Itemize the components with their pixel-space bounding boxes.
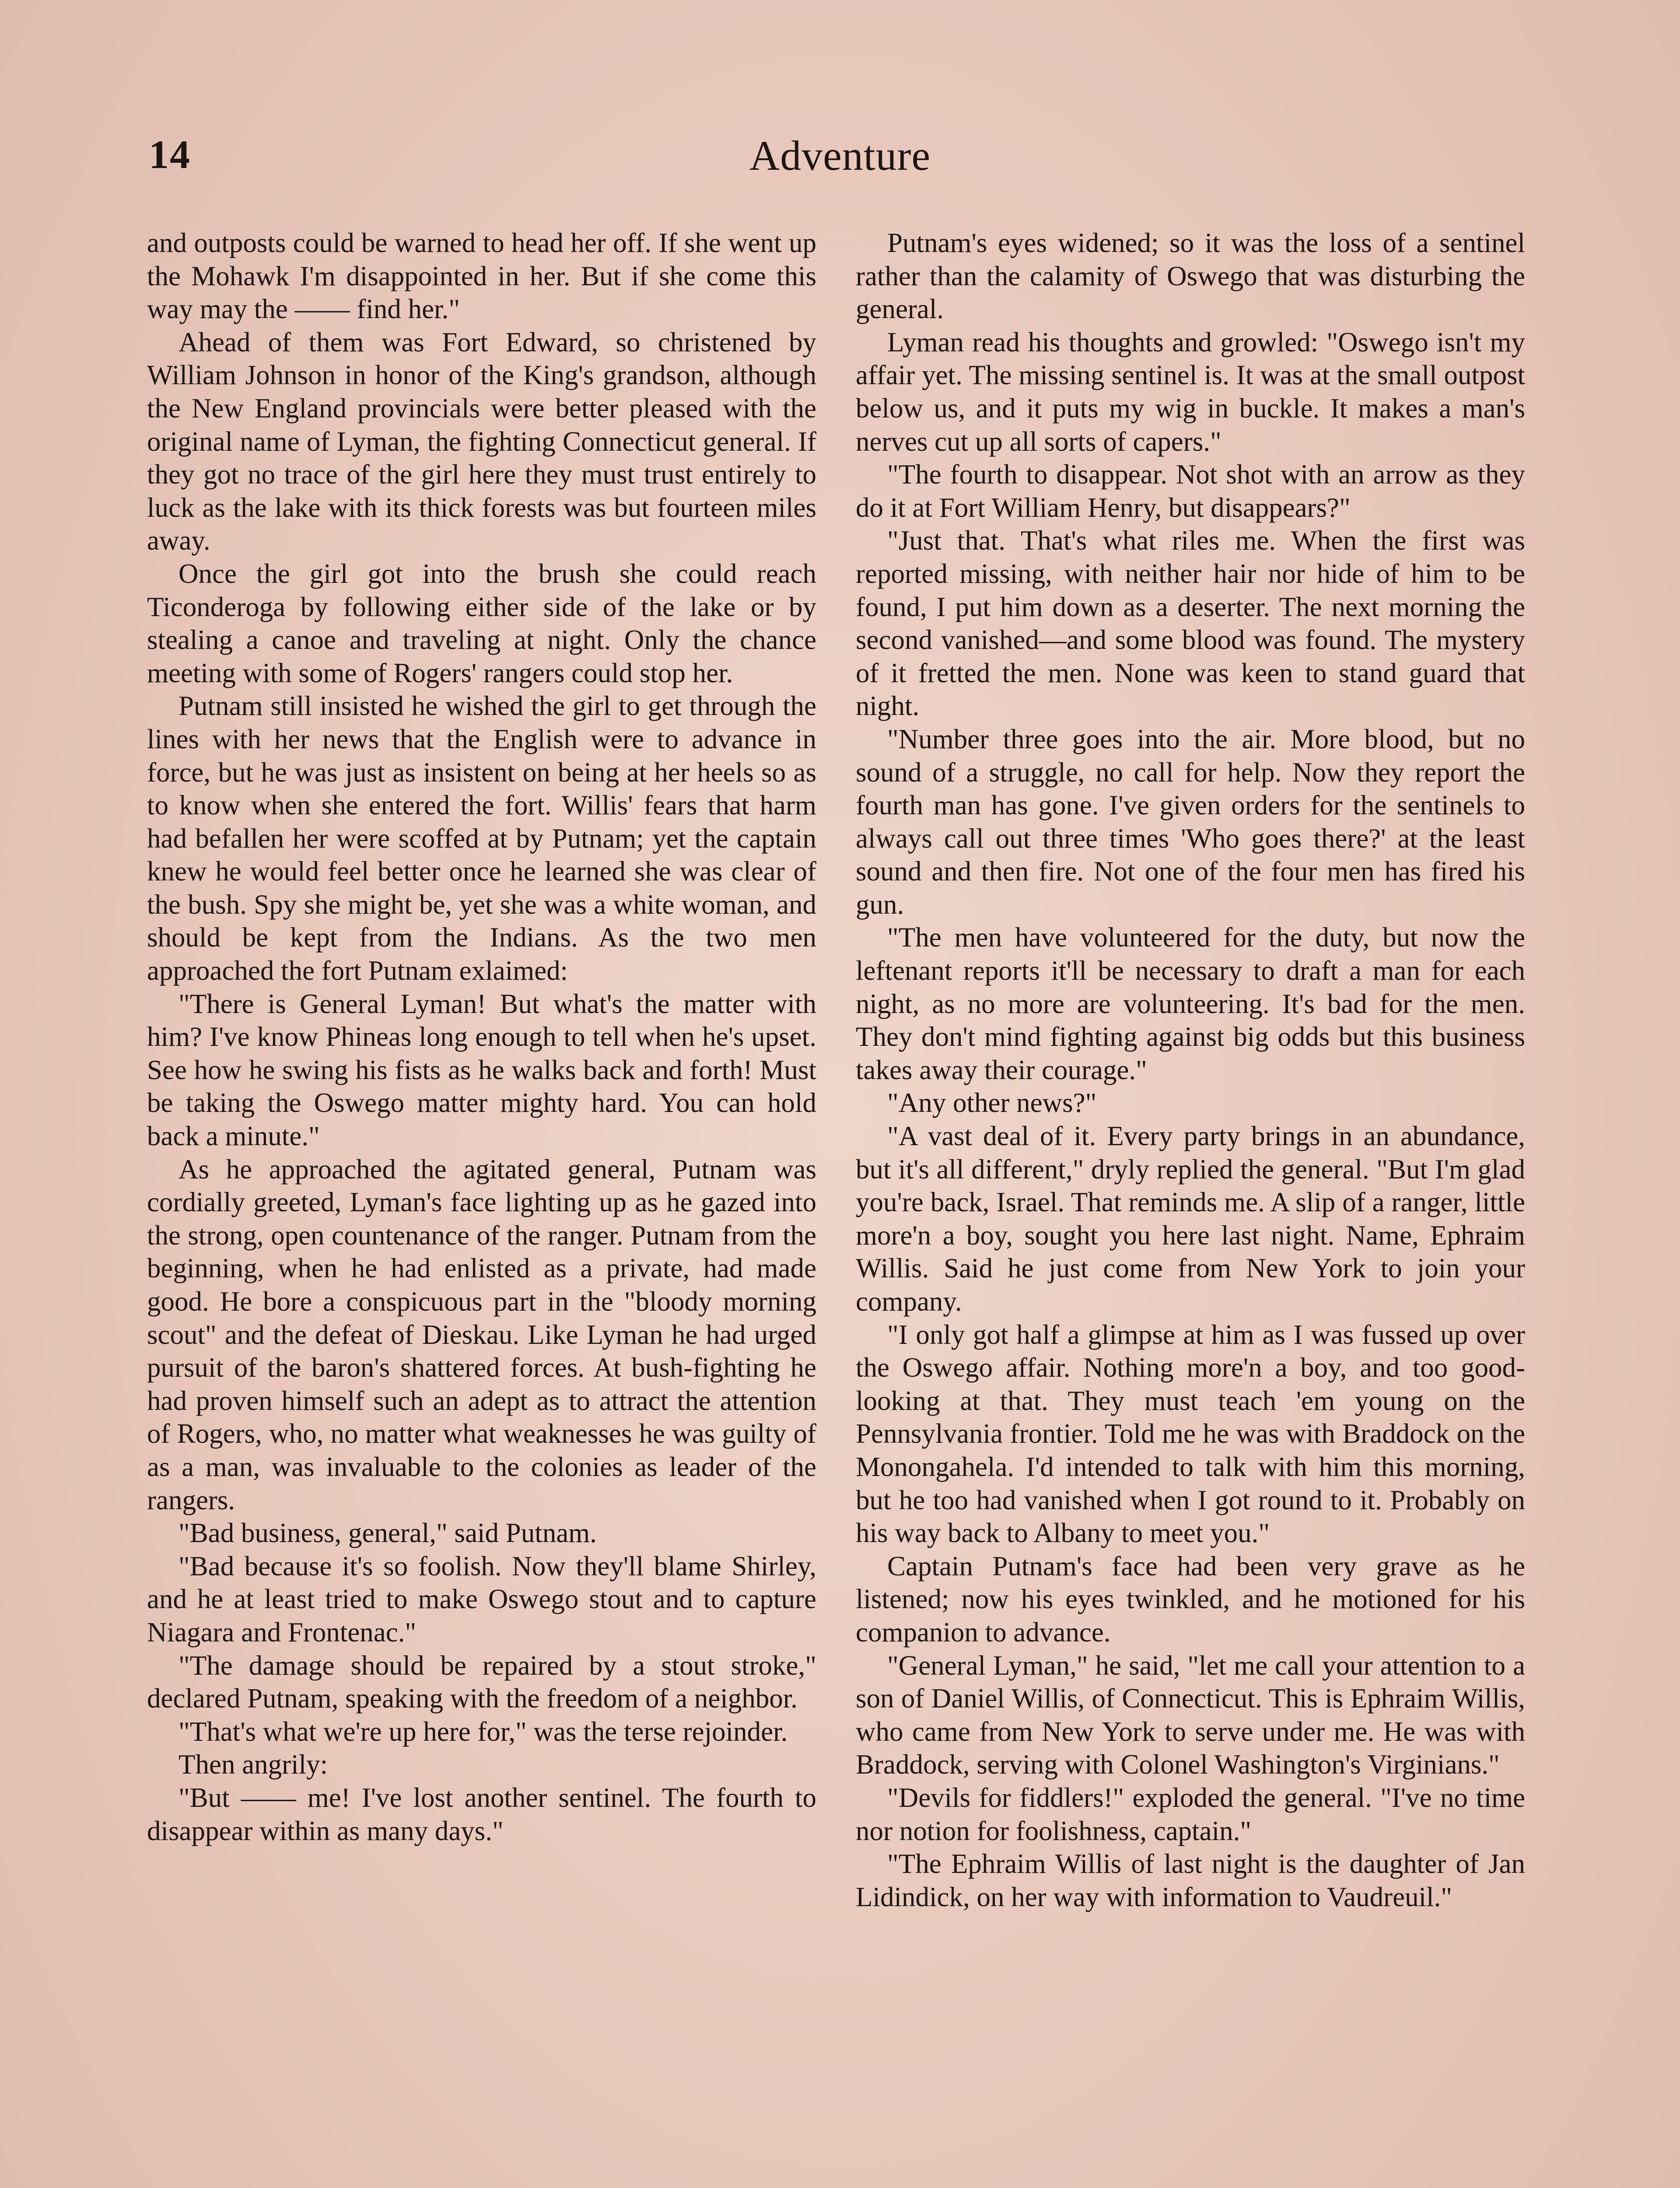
paragraph: Putnam still insisted he wished the girl to get through the lines with her news that the English were to advance in force, but he was just as insistent on being at her heels so as to know when she entered the fort. Willis' fears that harm had befallen her were scoffed at by Putnam; yet the captain knew he would feel better once he learned she was clear of the bush. Spy she might be, yet she was a white woman, and should be kept from the Indians. As the two men approached the fort Putnam exlaimed: bbox=[147, 691, 816, 986]
paragraph: "Just that. That's what riles me. When the first was reported missing, with neither hair nor hide of him to be found, I put him down as a deserter. The next morning the second vanished—and some blood was found. The mystery of it fretted the men. None was keen to stand guard that night. bbox=[856, 525, 1525, 722]
paragraph: "Devils for fiddlers!" exploded the general. "I've no time nor notion for foolishness, captain." bbox=[856, 1782, 1525, 1846]
paragraph: "The damage should be repaired by a stout stroke," declared Putnam, speaking with the freedom of a neighbor. bbox=[147, 1650, 816, 1714]
paragraph: "The men have volunteered for the duty, but now the leftenant reports it'll be necessary to draft a man for each night, as no more are volunteering. It's bad for the men. They don't mind fighting against big odds but this business takes away their courage." bbox=[856, 922, 1525, 1085]
paragraph: "The Ephraim Willis of last night is the daughter of Jan Lidindick, on her way with information to Vaudreuil." bbox=[856, 1848, 1525, 1912]
paragraph: "The fourth to disappear. Not shot with an arrow as they do it at Fort William Henry, but disappears?" bbox=[856, 459, 1525, 523]
paragraph: "General Lyman," he said, "let me call your attention to a son of Daniel Willis, of Connecticut. This is Ephraim Willis, who came from New York to serve under me. He was with Braddock, serving with Colonel Washington's Virginians." bbox=[856, 1650, 1525, 1780]
page-number: 14 bbox=[149, 132, 191, 177]
paragraph: "Bad business, general," said Putnam. bbox=[178, 1518, 597, 1549]
paragraph: Lyman read his thoughts and growled: "Oswego isn't my affair yet. The missing sentinel is. It was at the small outpost below us, and it puts my wig in buckle. It makes a man's nerves cut up all sorts of capers." bbox=[856, 326, 1525, 457]
paragraph: "A vast deal of it. Every party brings in an abundance, but it's all different," dryly replied the general. "But I'm glad you're back, Israel. That reminds me. A slip of a ranger, little more'n a boy, sought you here last night. Name, Ephraim Willis. Said he just come from New York to join your company. bbox=[856, 1121, 1525, 1317]
paragraph: Putnam's eyes widened; so it was the loss of a sentinel rather than the calamity of Oswego that was disturbing the general. bbox=[856, 228, 1525, 325]
paragraph: Captain Putnam's face had been very grave as he listened; now his eyes twinkled, and he motioned for his companion to advance. bbox=[856, 1550, 1525, 1648]
left-column bbox=[147, 227, 816, 1848]
paragraph: "But —— me! I've lost another sentinel. The fourth to disappear within as many days." bbox=[147, 1782, 816, 1846]
paragraph: and outposts could be warned to head her off. If she went up the Mohawk I'm disappointed in her. But if she come this way may the —— find her." bbox=[147, 228, 816, 325]
paragraph: Once the girl got into the brush she could reach Ticonderoga by following either side of the lake or by stealing a canoe and traveling at night. Only the chance meeting with some of Rogers' rangers could stop her. bbox=[147, 558, 816, 688]
paragraph: "That's what we're up here for," was the terse rejoinder. bbox=[178, 1716, 788, 1747]
paragraph: As he approached the agitated general, Putnam was cordially greeted, Lyman's face lighting up as he gazed into the strong, open countenance of the ranger. Putnam from the beginning, when he had enlisted as a private, had made good. He bore a conspicuous part in the "bloody morning scout" and the defeat of Dieskau. Like Lyman he had urged pursuit of the baron's shattered forces. At bush-fighting he had proven himself such an adept as to attract the attention of Rogers, who, no matter what weaknesses he was guilty of as a man, was invaluable to the colonies as leader of the rangers. bbox=[147, 1154, 816, 1515]
paragraph: "Any other news?" bbox=[887, 1087, 1097, 1119]
paragraph: "I only got half a glimpse at him as I was fussed up over the Oswego affair. Nothing more'n a boy, and too good-looking at that. They must teach 'em young on the Pennsylvania frontier. Told me he was with Braddock on the Monongahela. I'd intended to talk with him this morning, but he too had vanished when I got round to it. Probably on his way back to Albany to meet you." bbox=[856, 1319, 1525, 1549]
paragraph: Ahead of them was Fort Edward, so christened by William Johnson in honor of the King's grandson, although the New England provincials were better pleased with the original name of Lyman, the fighting Connecticut general. If they got no trace of the girl here they must trust entirely to luck as the lake with its thick forests was but fourteen miles away. bbox=[147, 326, 816, 556]
paragraph: "Bad because it's so foolish. Now they'll blame Shirley, and he at least tried to make Oswego stout and to capture Niagara and Frontenac." bbox=[147, 1550, 816, 1648]
paragraph: "There is General Lyman! But what's the matter with him? I've know Phineas long enough to tell when he's upset. See how he swing his fists as he walks back and forth! Must be taking the Oswego matter mighty hard. You can hold back a minute." bbox=[147, 988, 816, 1152]
right-column bbox=[856, 227, 1525, 1914]
running-head: Adventure bbox=[749, 132, 931, 179]
paragraph: "Number three goes into the air. More blood, but no sound of a struggle, no call for help. Now they report the fourth man has gone. I've given orders for the sentinels to always call out three times 'Who goes there?' at the least sound and then fire. Not one of the four men has fired his gun. bbox=[856, 723, 1525, 920]
paragraph: Then angrily: bbox=[178, 1749, 328, 1780]
